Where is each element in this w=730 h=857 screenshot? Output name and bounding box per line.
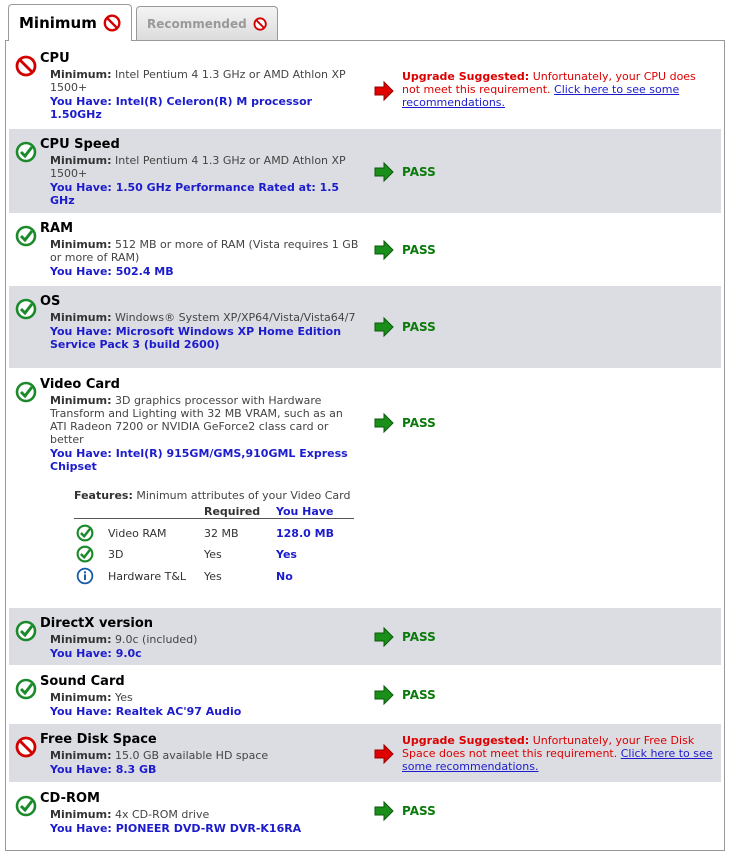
minimum-line: Minimum: Intel Pentium 4 1.3 GHz or AMD Athlon XP 1500+ — [50, 68, 346, 94]
recommendations-link[interactable]: Click here to see some recommendations. — [402, 747, 713, 773]
tab-minimum-label: Minimum — [19, 14, 97, 32]
you-have-line: You Have: Intel(R) Celeron(R) M processor 1.50GHz — [50, 95, 313, 121]
minimum-value: 4x CD-ROM drive — [114, 808, 210, 821]
you-have-value: Realtek AC'97 Audio — [115, 705, 242, 718]
green-arrow-icon — [373, 161, 395, 183]
fail-icon — [15, 55, 37, 77]
upgrade-message: Upgrade Suggested: Unfortunately, your Free Disk Space does not meet this requirement. Click here to see some recommendations. — [402, 734, 713, 773]
no-entry-icon — [253, 14, 267, 34]
pass-label: PASS — [402, 688, 436, 702]
requirement-detail — [50, 68, 360, 121]
minimum-value: 512 MB or more of RAM (Vista requires 1 GB or more of RAM) — [50, 238, 359, 264]
check-icon — [15, 298, 37, 320]
green-arrow-icon — [373, 316, 395, 338]
requirement-detail — [50, 691, 360, 718]
minimum-line: Minimum: Yes — [50, 691, 133, 704]
minimum-value: Windows® System XP/XP64/Vista/Vista64/7 — [114, 311, 356, 324]
pass-label: PASS — [402, 165, 436, 179]
minimum-line: Minimum: 9.0c (included) — [50, 633, 198, 646]
check-icon — [15, 678, 37, 700]
minimum-line: Minimum: 15.0 GB available HD space — [50, 749, 269, 762]
you-have-line: You Have: Microsoft Windows XP Home Edition Service Pack 3 (build 2600) — [50, 325, 342, 351]
requirement-row-cpu — [9, 43, 721, 127]
check-icon — [76, 524, 94, 542]
you-have-value: PIONEER DVD-RW DVR-K16RA — [115, 822, 302, 835]
upgrade-message: Upgrade Suggested: Unfortunately, your CPU does not meet this requirement. Click here to see some recommendations. — [402, 70, 696, 109]
minimum-line: Minimum: 3D graphics processor with Hardware Transform and Lighting with 32 MB VRAM, such as an ATI Radeon 7200 or NVIDIA GeForce2 class card or better — [50, 394, 343, 446]
requirement-name: CD-ROM — [40, 791, 100, 806]
features-table-header — [74, 505, 354, 519]
requirement-row-free-disk-space — [9, 724, 721, 782]
green-arrow-icon — [373, 239, 395, 261]
you-have-line: You Have: 502.4 MB — [50, 265, 174, 278]
tab-minimum[interactable] — [8, 4, 132, 41]
feature-name: Hardware T&L — [108, 570, 187, 583]
minimum-line: Minimum: 512 MB or more of RAM (Vista requires 1 GB or more of RAM) — [50, 238, 359, 264]
requirement-detail — [50, 154, 360, 207]
feature-required: Yes — [204, 548, 222, 561]
requirement-name: RAM — [40, 221, 74, 236]
no-entry-icon — [103, 13, 121, 33]
green-arrow-icon — [373, 800, 395, 822]
feature-you-have: 128.0 MB — [276, 527, 334, 540]
requirement-row-cpu-speed — [9, 129, 721, 213]
check-icon — [15, 795, 37, 817]
pass-label: PASS — [402, 243, 436, 257]
you-have-value: 1.50 GHz Performance Rated at: 1.5 GHz — [50, 181, 340, 207]
minimum-line: Minimum: Intel Pentium 4 1.3 GHz or AMD Athlon XP 1500+ — [50, 154, 346, 180]
tab-bar — [8, 4, 722, 40]
feature-row — [74, 544, 354, 564]
requirement-name: CPU Speed — [40, 137, 120, 152]
green-arrow-icon — [373, 412, 395, 434]
fail-icon — [15, 736, 37, 758]
you-have-line: You Have: 9.0c — [50, 647, 142, 660]
feature-you-have: No — [276, 570, 293, 583]
you-have-line: You Have: PIONEER DVD-RW DVR-K16RA — [50, 822, 302, 835]
minimum-value: 9.0c (included) — [114, 633, 198, 646]
requirement-name: OS — [40, 294, 61, 309]
minimum-value: Yes — [114, 691, 133, 704]
green-arrow-icon — [373, 684, 395, 706]
you-have-value: 502.4 MB — [115, 265, 174, 278]
feature-name: 3D — [108, 548, 124, 561]
recommendations-link[interactable]: Click here to see some recommendations. — [402, 83, 680, 109]
check-icon — [15, 381, 37, 403]
requirement-detail — [50, 749, 360, 776]
feature-required: 32 MB — [204, 527, 239, 540]
video-features — [74, 489, 374, 583]
you-have-value: 8.3 GB — [115, 763, 157, 776]
requirement-name: Video Card — [40, 377, 120, 392]
tab-recommended[interactable] — [136, 6, 278, 40]
minimum-value: Intel Pentium 4 1.3 GHz or AMD Athlon XP 1500+ — [50, 68, 346, 94]
feature-row — [74, 566, 354, 586]
green-arrow-icon — [373, 626, 395, 648]
you-have-value: Intel(R) 915GM/GMS,910GML Express Chipset — [50, 447, 348, 473]
you-have-line: You Have: Intel(R) 915GM/GMS,910GML Express Chipset — [50, 447, 348, 473]
minimum-value: 15.0 GB available HD space — [114, 749, 269, 762]
requirement-detail — [50, 311, 360, 351]
you-have-line: You Have: 8.3 GB — [50, 763, 157, 776]
pass-label: PASS — [402, 416, 436, 430]
requirement-name: DirectX version — [40, 616, 154, 631]
tab-recommended-label: Recommended — [147, 16, 247, 31]
info-icon — [76, 567, 94, 585]
col-required: Required — [204, 505, 261, 518]
you-have-line: You Have: 1.50 GHz Performance Rated at: 1.5 GHz — [50, 181, 340, 207]
requirement-row-ram — [9, 213, 721, 285]
requirement-row-directx — [9, 608, 721, 665]
requirement-row-sound-card — [9, 666, 721, 723]
feature-you-have: Yes — [276, 548, 297, 561]
requirement-name: Sound Card — [40, 674, 125, 689]
red-arrow-icon — [373, 743, 395, 765]
requirement-name: Free Disk Space — [40, 732, 157, 747]
requirement-name: CPU — [40, 51, 70, 66]
red-arrow-icon — [373, 80, 395, 102]
you-have-line: You Have: Realtek AC'97 Audio — [50, 705, 242, 718]
features-header: Features: Minimum attributes of your Video Card — [74, 489, 351, 502]
requirement-detail — [50, 394, 360, 473]
pass-label: PASS — [402, 630, 436, 644]
feature-name: Video RAM — [108, 527, 167, 540]
minimum-value: 3D graphics processor with Hardware Transform and Lighting with 32 MB VRAM, such as an ATI Radeon 7200 or NVIDIA GeForce2 class card or better — [50, 394, 343, 446]
requirement-detail — [50, 808, 360, 835]
col-you-have: You Have — [276, 505, 334, 518]
requirements-panel — [5, 40, 725, 851]
check-icon — [76, 545, 94, 563]
requirement-detail — [50, 633, 360, 660]
requirement-row-os — [9, 286, 721, 368]
you-have-value: 9.0c — [115, 647, 142, 660]
check-icon — [15, 141, 37, 163]
minimum-line: Minimum: Windows® System XP/XP64/Vista/Vista64/7 — [50, 311, 356, 324]
minimum-line: Minimum: 4x CD-ROM drive — [50, 808, 210, 821]
pass-label: PASS — [402, 320, 436, 334]
check-icon — [15, 225, 37, 247]
pass-label: PASS — [402, 804, 436, 818]
requirement-row-cd-rom — [9, 783, 721, 843]
you-have-value: Intel(R) Celeron(R) M processor 1.50GHz — [50, 95, 313, 121]
check-icon — [15, 620, 37, 642]
feature-required: Yes — [204, 570, 222, 583]
requirement-row-video-card — [9, 369, 721, 607]
minimum-value: Intel Pentium 4 1.3 GHz or AMD Athlon XP 1500+ — [50, 154, 346, 180]
you-have-value: Microsoft Windows XP Home Edition Service Pack 3 (build 2600) — [50, 325, 342, 351]
feature-row — [74, 523, 354, 543]
requirement-detail — [50, 238, 360, 278]
